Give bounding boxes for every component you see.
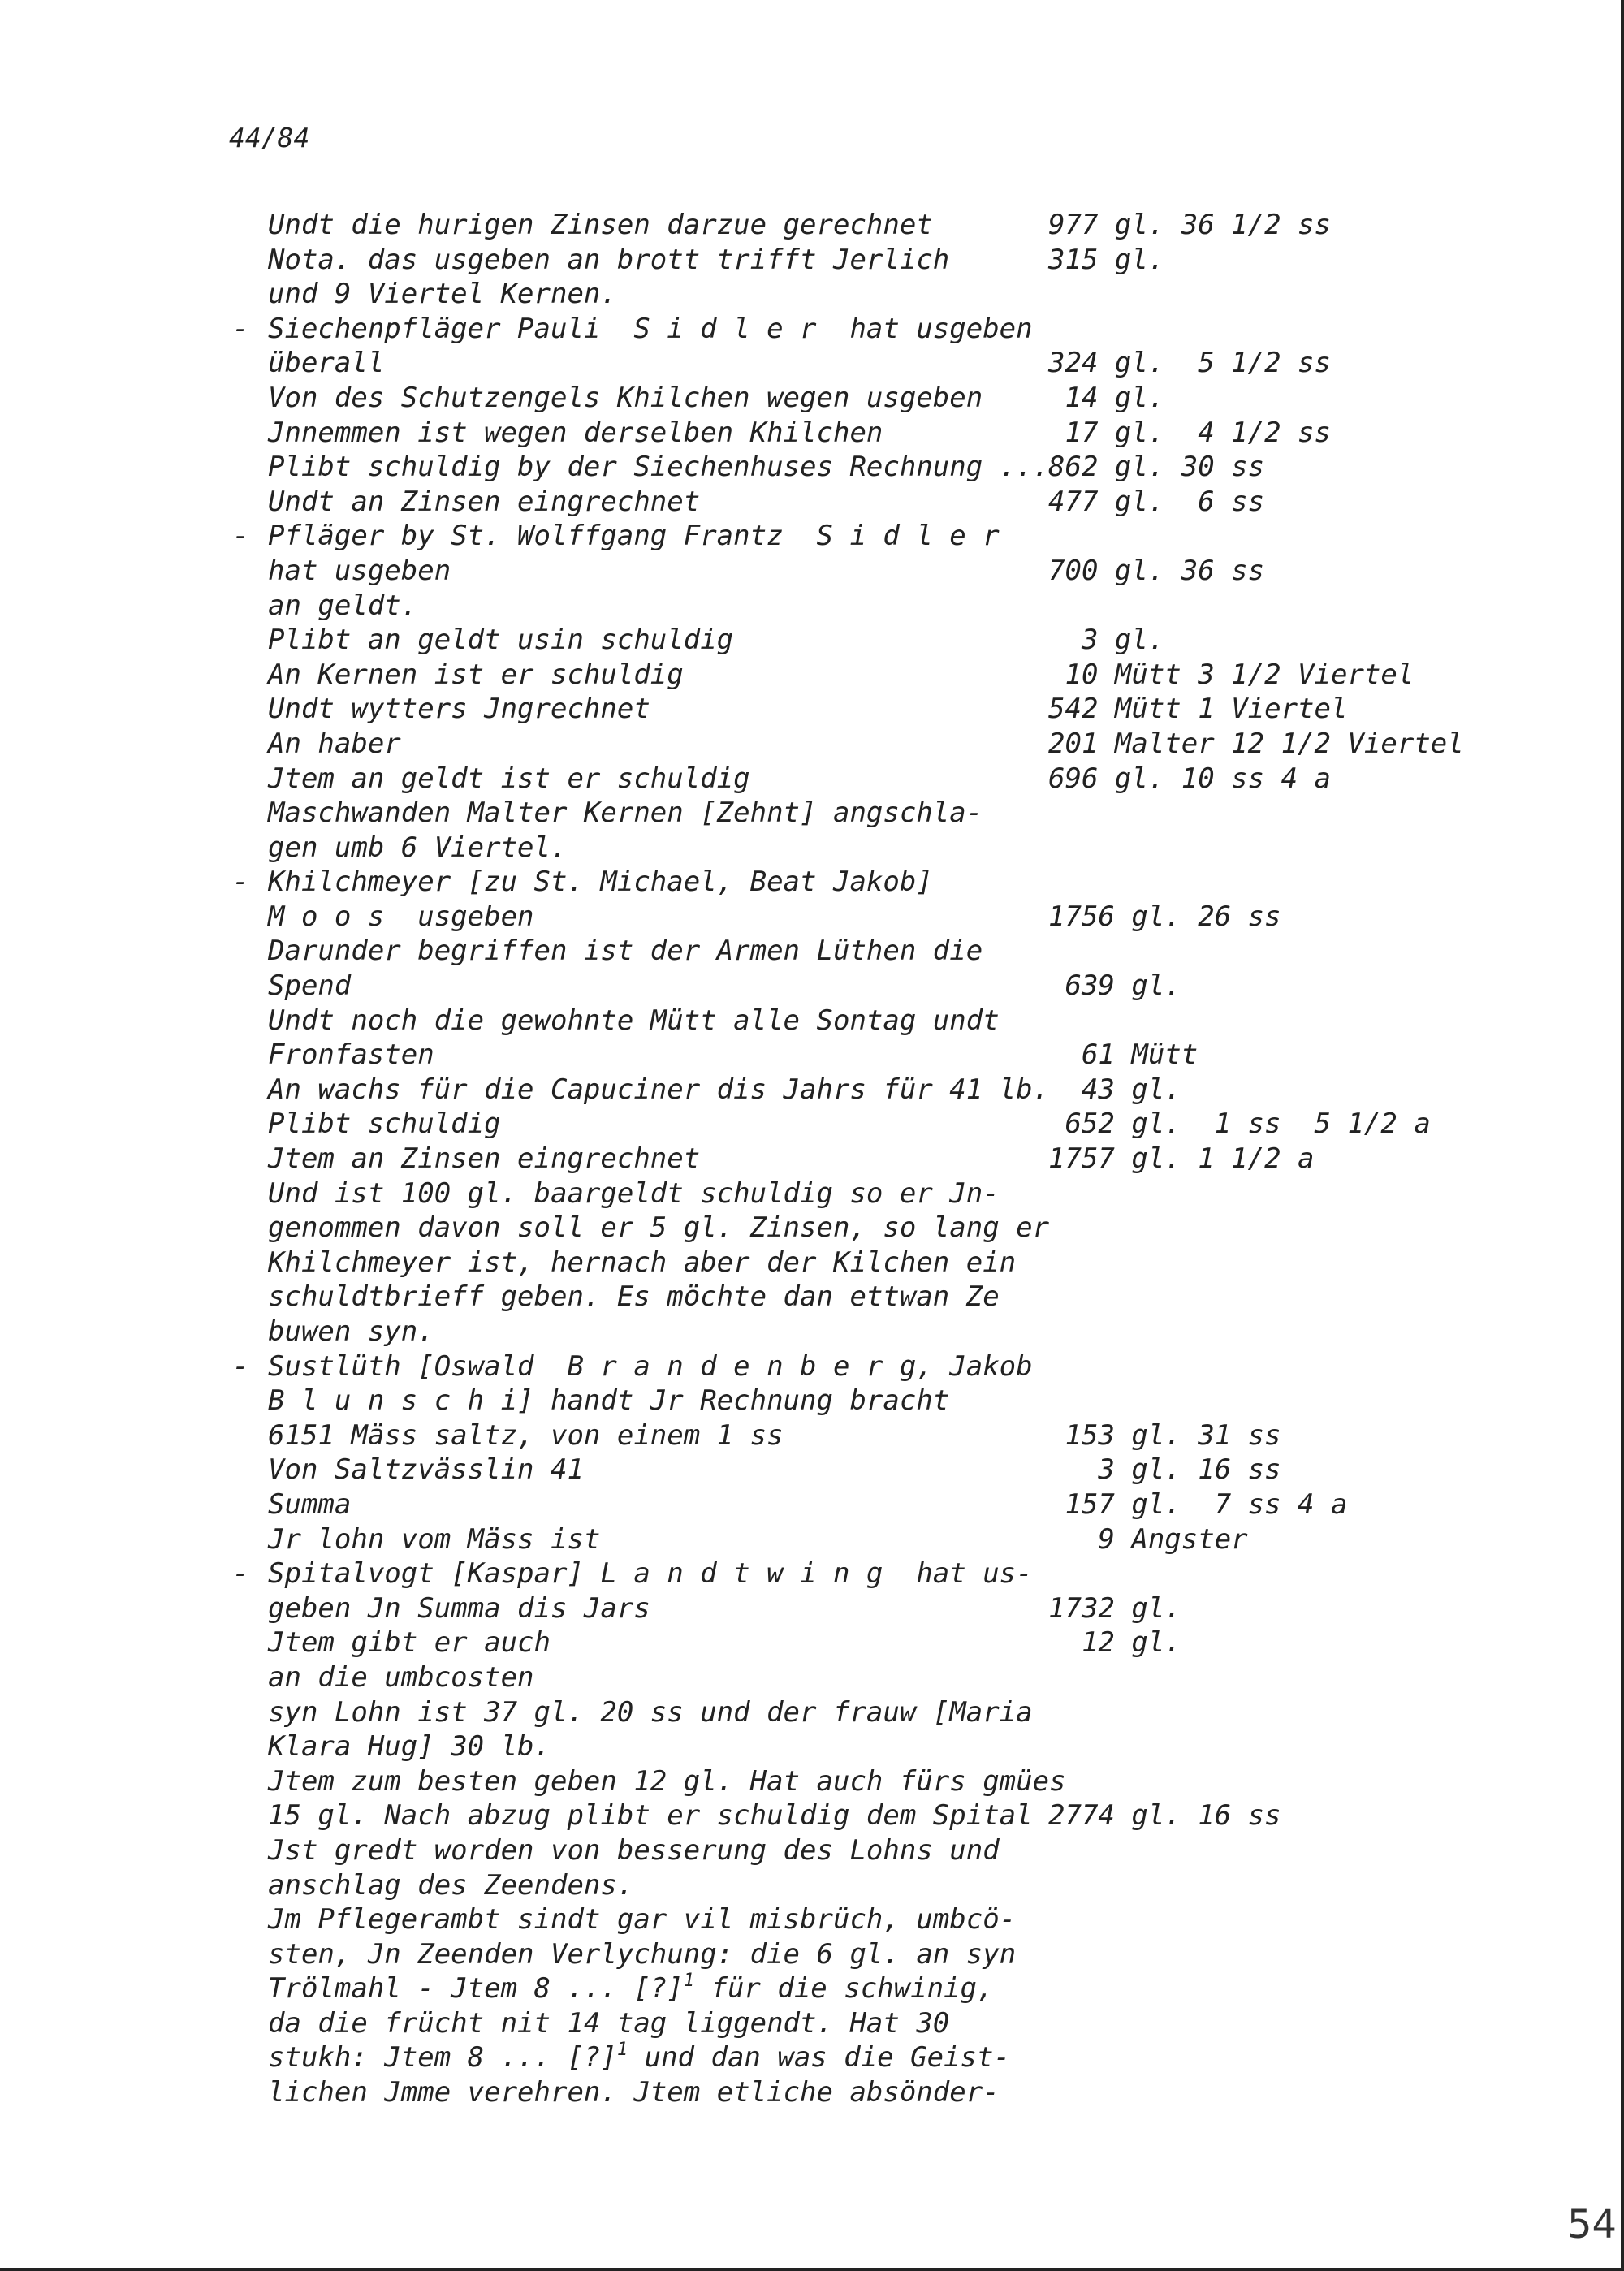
- ledger-line: [232, 727, 1596, 762]
- ledger-line: [232, 934, 1596, 969]
- line-text: überall: [268, 347, 385, 380]
- ledger-line: [232, 589, 1596, 624]
- ledger-line: [232, 1833, 1596, 1868]
- line-amount: 3 gl. 16 ss: [1048, 1453, 1281, 1487]
- line-text: Plibt schuldig by der Siechenhuses Rechnung ...: [268, 451, 1050, 484]
- ledger-line: [232, 762, 1596, 797]
- line-amount: 9 Angster: [1048, 1522, 1248, 1556]
- line-text-part: stukh: Jtem 8 ... [?]: [268, 2041, 617, 2075]
- line-text: Nota. das usgeben an brott trifft Jerlich: [268, 243, 950, 276]
- ledger-line: [232, 1453, 1596, 1487]
- ledger-line: [232, 1349, 1596, 1384]
- line-text: M o o s usgeben: [268, 900, 534, 933]
- ledger-line: [232, 1038, 1596, 1073]
- ledger-line: [232, 2040, 1596, 2075]
- line-amount: 542 Mütt 1 Viertel: [1048, 693, 1348, 726]
- ledger-line: [232, 692, 1596, 727]
- line-text-part: und dan was die Geist-: [628, 2041, 1010, 2075]
- line-text: genommen davon soll er 5 gl. Zinsen, so lang er: [268, 1211, 1050, 1245]
- line-amount: 61 Mütt: [1048, 1038, 1199, 1072]
- line-amount: 153 gl. 31 ss: [1048, 1418, 1281, 1452]
- line-amount: 639 gl.: [1048, 969, 1181, 1003]
- line-text: 6151 Mäss saltz, von einem 1 ss: [268, 1418, 784, 1452]
- ledger-line: [232, 450, 1596, 485]
- ledger-line: [232, 519, 1596, 554]
- line-text: B l u n s c h i] handt Jr Rechnung bracht: [268, 1384, 950, 1418]
- ledger-line: [232, 1660, 1596, 1695]
- ledger-line: [232, 796, 1596, 831]
- line-amount: 977 gl. 36 1/2 ss: [1048, 209, 1331, 241]
- line-amount: 17 gl. 4 1/2 ss: [1048, 416, 1331, 449]
- line-text: Undt noch die gewohnte Mütt alle Sontag undt: [268, 1004, 1000, 1037]
- ledger-line: [232, 2006, 1596, 2041]
- line-text: lichen Jmme verehren. Jtem etliche absönder-: [268, 2076, 1000, 2109]
- line-text: Undt wytters Jngrechnet: [268, 693, 650, 726]
- footnote-marker: 1: [683, 1971, 694, 1992]
- line-amount: 1756 gl. 26 ss: [1048, 900, 1281, 933]
- line-amount: 696 gl. 10 ss 4 a: [1048, 762, 1331, 795]
- entry-dash: -: [232, 1349, 249, 1383]
- line-text: 15 gl. Nach abzug plibt er schuldig dem Spital: [268, 1799, 1033, 1833]
- line-text: da die frücht nit 14 tag liggendt. Hat 30: [268, 2006, 950, 2040]
- ledger-line: [232, 1695, 1596, 1730]
- ledger-line: [232, 1211, 1596, 1246]
- line-text: Spend: [268, 969, 352, 1003]
- ledger-line: [232, 831, 1596, 866]
- line-text: Khilchmeyer [zu St. Michael, Beat Jakob]: [268, 866, 933, 899]
- ledger-line: [232, 1902, 1596, 1937]
- line-text: syn Lohn ist 37 gl. 20 ss und der frauw [Maria: [268, 1695, 1033, 1729]
- line-text: Von Saltzvässlin 41: [268, 1453, 584, 1487]
- ledger-line: [232, 1107, 1596, 1142]
- line-amount: 862 gl. 30 ss: [1048, 451, 1265, 484]
- entry-dash: -: [232, 312, 249, 345]
- line-text: Plibt an geldt usin schuldig: [268, 624, 734, 657]
- ledger-line: [232, 381, 1596, 416]
- page-number: 44/84: [229, 122, 310, 153]
- line-text: Von des Schutzengels Khilchen wegen usgeben: [268, 381, 983, 414]
- ledger-line: [232, 1384, 1596, 1418]
- line-text: schuldtbrieff geben. Es möchte dan ettwan Ze: [268, 1280, 1000, 1314]
- ledger-line: [232, 312, 1596, 347]
- line-text: An Kernen ist er schuldig: [268, 658, 684, 691]
- ledger-line: [232, 969, 1596, 1004]
- line-text: Summa: [268, 1487, 352, 1521]
- line-text: Pfläger by St. Wolffgang Frantz S i d l e r: [268, 520, 1000, 553]
- ledger-line: [232, 1073, 1596, 1107]
- ledger-line: [232, 1971, 1596, 2006]
- ledger-line: [232, 623, 1596, 658]
- line-text: Und ist 100 gl. baargeldt schuldig so er Jn-: [268, 1177, 1000, 1210]
- ledger-line: [232, 1487, 1596, 1522]
- ledger-line: [232, 208, 1596, 243]
- line-amount: 14 gl.: [1048, 381, 1165, 414]
- ledger-line: [232, 346, 1596, 381]
- line-text: Sustlüth [Oswald B r a n d e n b e r g, Jakob: [268, 1349, 1033, 1383]
- line-text: an die umbcosten: [268, 1660, 534, 1694]
- ledger-line: [232, 865, 1596, 900]
- line-text: und 9 Viertel Kernen.: [268, 278, 617, 311]
- line-amount: 1757 gl. 1 1/2 a: [1048, 1142, 1315, 1176]
- ledger-line: [232, 900, 1596, 935]
- line-text: buwen syn.: [268, 1315, 434, 1348]
- ledger-line: [232, 1315, 1596, 1349]
- ledger-line: [232, 1246, 1596, 1280]
- ledger-line: [232, 1177, 1596, 1211]
- line-amount: 3 gl.: [1048, 624, 1165, 657]
- line-text: Siechenpfläger Pauli S i d l e r hat usgeben: [268, 312, 1033, 345]
- line-text: Jtem an geldt ist er schuldig: [268, 762, 750, 795]
- line-text: [268, 2040, 1010, 2075]
- entry-dash: -: [232, 1557, 249, 1591]
- line-text: Darunder begriffen ist der Armen Lüthen die: [268, 935, 983, 968]
- line-amount: 157 gl. 7 ss 4 a: [1048, 1487, 1348, 1521]
- line-text: hat usgeben: [268, 554, 451, 587]
- ledger-line: [232, 243, 1596, 278]
- line-amount: 324 gl. 5 1/2 ss: [1048, 347, 1331, 380]
- ledger-body: [232, 208, 1596, 2110]
- line-text: An haber: [268, 727, 401, 760]
- line-amount: 477 gl. 6 ss: [1048, 485, 1265, 518]
- ledger-line: [232, 1868, 1596, 1903]
- line-amount: 315 gl.: [1048, 243, 1165, 276]
- line-text: Spitalvogt [Kaspar] L a n d t w i n g hat us-: [268, 1557, 1033, 1591]
- ledger-line: [232, 554, 1596, 589]
- line-text: Jtem zum besten geben 12 gl. Hat auch fürs gmües: [268, 1764, 1066, 1798]
- ledger-line: [232, 1142, 1596, 1177]
- line-text: Plibt schuldig: [268, 1107, 501, 1141]
- ledger-line: [232, 485, 1596, 520]
- ledger-line: [232, 658, 1596, 693]
- ledger-line: [232, 416, 1596, 451]
- entry-dash: -: [232, 866, 249, 899]
- ledger-line: [232, 1004, 1596, 1038]
- ledger-line: [232, 1280, 1596, 1315]
- ledger-line: [232, 1591, 1596, 1626]
- line-text: anschlag des Zeendens.: [268, 1868, 634, 1902]
- line-text: Jtem gibt er auch: [268, 1626, 551, 1660]
- line-text: An wachs für die Capuciner dis Jahrs für 41 lb.: [268, 1073, 1050, 1106]
- line-amount: 43 gl.: [1048, 1073, 1181, 1106]
- line-text: Jm Pflegerambt sindt gar vil misbrüch, umbcö-: [268, 1903, 1017, 1936]
- line-text: Fronfasten: [268, 1038, 434, 1072]
- ledger-line: [232, 277, 1596, 312]
- line-text: Undt die hurigen Zinsen darzue gerechnet: [268, 209, 933, 241]
- ledger-line: [232, 1556, 1596, 1591]
- line-amount: 2774 gl. 16 ss: [1048, 1799, 1281, 1833]
- line-text: Klara Hug] 30 lb.: [268, 1730, 551, 1764]
- line-text-part: Trölmahl - Jtem 8 ... [?]: [268, 1972, 684, 2005]
- line-text: sten, Jn Zeenden Verlychung: die 6 gl. an syn: [268, 1937, 1017, 1971]
- line-amount: 652 gl. 1 ss 5 1/2 a: [1048, 1107, 1431, 1141]
- line-text: Jnnemmen ist wegen derselben Khilchen: [268, 416, 883, 449]
- ledger-line: [232, 1522, 1596, 1557]
- ledger-line: [232, 1626, 1596, 1660]
- ledger-line: [232, 2075, 1596, 2110]
- footnote-marker: 1: [616, 2040, 628, 2061]
- line-amount: 1732 gl.: [1048, 1591, 1181, 1625]
- line-amount: 12 gl.: [1048, 1626, 1181, 1660]
- line-text: Jr lohn vom Mäss ist: [268, 1522, 601, 1556]
- line-text: Jst gredt worden von besserung des Lohns und: [268, 1833, 1000, 1867]
- ledger-line: [232, 1418, 1596, 1453]
- entry-dash: -: [232, 520, 249, 553]
- line-text: Maschwanden Malter Kernen [Zehnt] angschla-: [268, 797, 983, 830]
- line-text: gen umb 6 Viertel.: [268, 831, 568, 864]
- line-text: Khilchmeyer ist, hernach aber der Kilchen ein: [268, 1246, 1017, 1279]
- line-amount: 700 gl. 36 ss: [1048, 554, 1265, 587]
- line-text: Undt an Zinsen eingrechnet: [268, 485, 701, 518]
- ledger-line: [232, 1937, 1596, 1972]
- line-text: an geldt.: [268, 589, 418, 622]
- line-text: [268, 1971, 993, 2006]
- ledger-line: [232, 1764, 1596, 1799]
- line-amount: 10 Mütt 3 1/2 Viertel: [1048, 658, 1415, 691]
- line-text-part: für die schwinig,: [694, 1972, 994, 2005]
- line-text: geben Jn Summa dis Jars: [268, 1591, 650, 1625]
- ledger-line: [232, 1729, 1596, 1764]
- corner-mark: 54: [1567, 2202, 1618, 2247]
- line-text: Jtem an Zinsen eingrechnet: [268, 1142, 701, 1176]
- line-amount: 201 Malter 12 1/2 Viertel: [1048, 727, 1464, 760]
- ledger-line: [232, 1798, 1596, 1833]
